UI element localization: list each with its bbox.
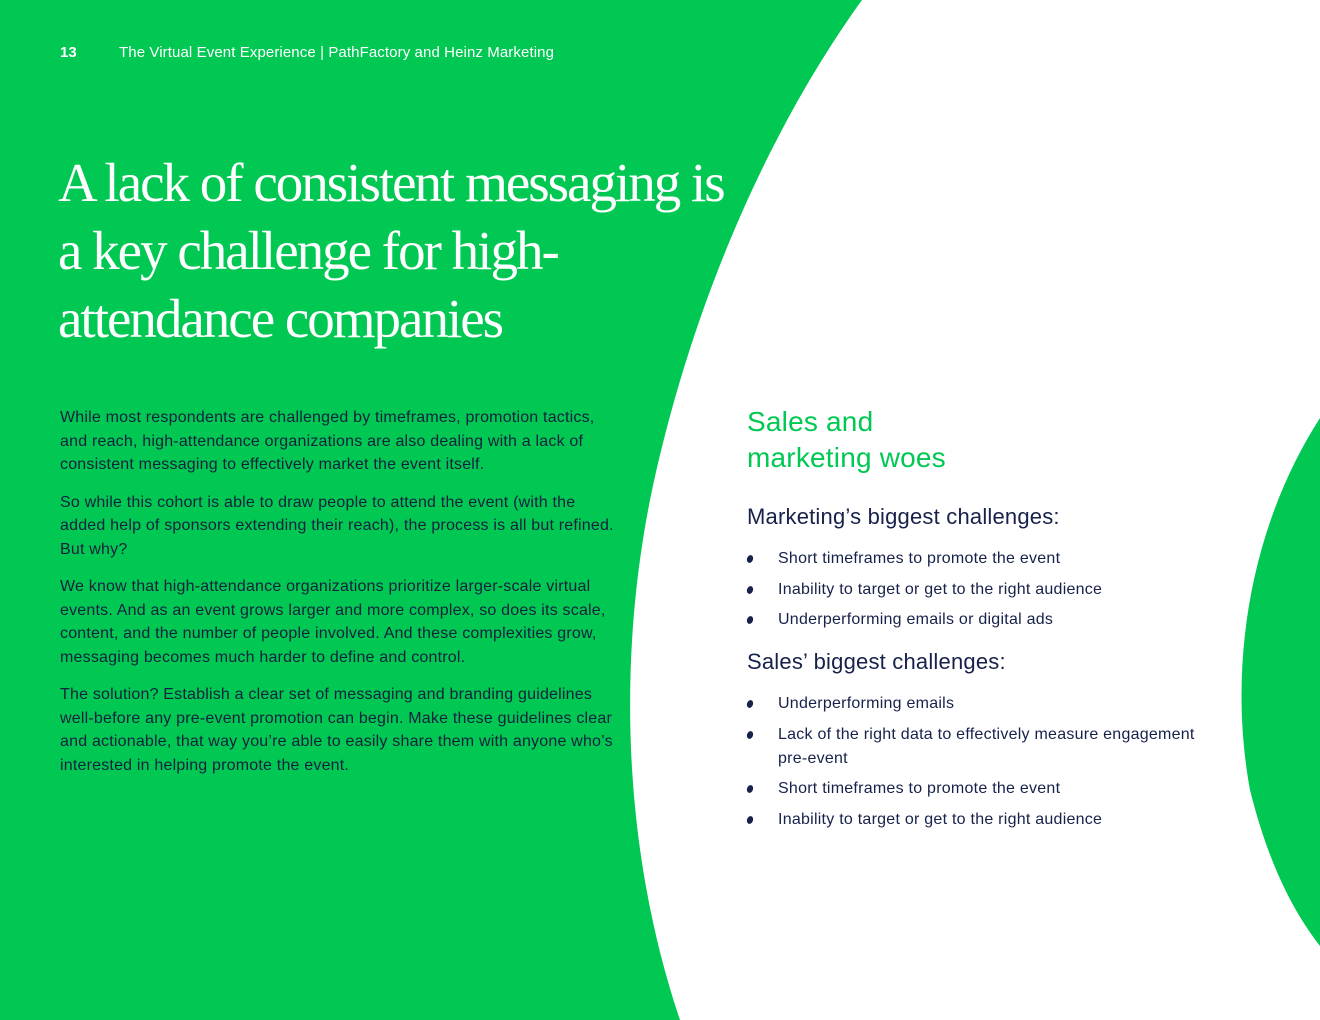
sales-and-marketing-woes-panel: [747, 404, 1207, 848]
intro-copy: [60, 406, 620, 791]
bullet-icon: [746, 815, 754, 825]
sales-challenge-text: Lack of the right data to effectively measure engagement pre-event: [778, 725, 1195, 767]
bullet-icon: [746, 730, 754, 740]
intro-paragraph-2: So while this cohort is able to draw people to attend the event (with the added help of sponsors extending their reach), the process is all but refined. But why?: [60, 493, 614, 558]
sales-challenge-text: Short timeframes to promote the event: [778, 780, 1061, 797]
document-title: The Virtual Event Experience | PathFactory and Heinz Marketing: [119, 44, 555, 61]
intro-paragraph-4: The solution? Establish a clear set of messaging and branding guidelines well-before any pre-event promotion can begin. Make these guidelines clear and actionable, that way you’re able to easily share them with anyone who’s interested in helping promote the event.: [60, 686, 613, 774]
sales-challenge-item: [747, 808, 1207, 832]
sales-challenges-heading: Sales’ biggest challenges:: [747, 649, 1006, 674]
panel-title: [747, 404, 1207, 476]
panel-title-line-1: Sales and: [747, 406, 874, 437]
page-headline: A lack of consistent messaging is a key challenge for high-attendance companies: [58, 152, 724, 349]
bullet-icon: [746, 699, 754, 709]
marketing-challenge-item: [747, 608, 1207, 632]
marketing-challenge-text: Inability to target or get to the right audience: [778, 580, 1103, 598]
intro-paragraph-1: While most respondents are challenged by timeframes, promotion tactics, and reach, high-attendance organizations are also dealing with a lack of consistent messaging to effectively market the event itself.: [60, 409, 595, 473]
sales-challenge-item: [747, 692, 1207, 716]
bullet-icon: [746, 784, 754, 794]
marketing-challenge-text: Underperforming emails or digital ads: [778, 611, 1054, 628]
sales-challenges-list: [747, 692, 1207, 832]
panel-title-line-2: marketing woes: [747, 442, 946, 473]
marketing-challenge-item: [747, 547, 1207, 571]
marketing-challenges-heading: Marketing’s biggest challenges:: [747, 504, 1060, 529]
sales-challenge-text: Underperforming emails: [778, 695, 955, 712]
marketing-challenge-text: Short timeframes to promote the event: [778, 550, 1061, 567]
sales-challenge-item: [747, 777, 1207, 801]
bullet-icon: [746, 615, 754, 625]
sales-challenge-item: [747, 723, 1207, 771]
intro-paragraph-3: We know that high-attendance organizations prioritize larger-scale virtual events. And as an event grows larger and more complex, so does its scale, content, and the number of people involved. And these complexities grow, messaging becomes much harder to define and control.: [60, 578, 606, 666]
sales-challenge-text: Inability to target or get to the right audience: [778, 810, 1103, 828]
marketing-challenge-item: [747, 578, 1207, 602]
bullet-icon: [746, 585, 754, 595]
marketing-challenges-list: [747, 547, 1207, 632]
page-number: 13: [60, 44, 77, 61]
bullet-icon: [746, 554, 754, 564]
